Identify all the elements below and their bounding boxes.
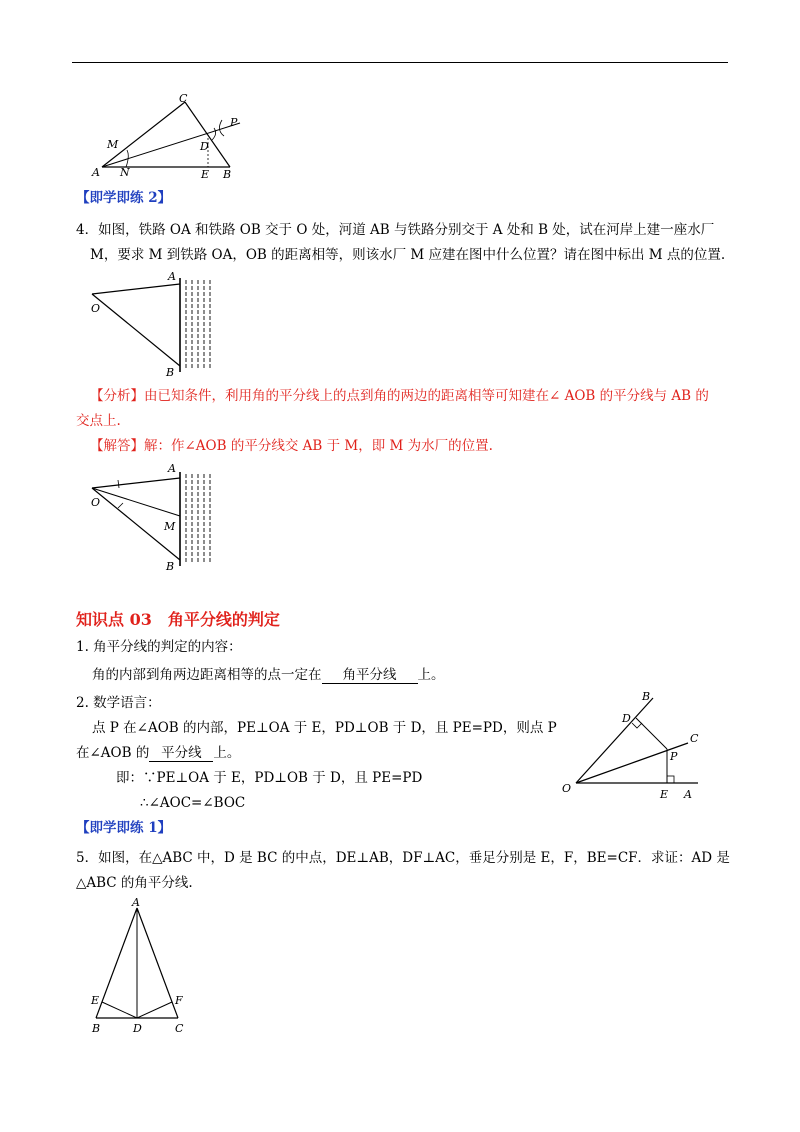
fig2-label-B: B bbox=[166, 366, 175, 379]
question-4-line-1: 4．如图，铁路 OA 和铁路 OB 交于 O 处，河道 AB 与铁路分别交于 A 处和 B 处，试在河岸上建一座水厂 bbox=[76, 222, 715, 238]
item-2-line-3: 即：∵PE⊥OA 于 E，PD⊥OB 于 D，且 PE=PD bbox=[116, 770, 423, 786]
fig4-label-A: A bbox=[684, 788, 692, 801]
fig5-label-C: C bbox=[175, 1022, 184, 1035]
fig4-label-P: P bbox=[670, 750, 678, 763]
item-1-title: 1. 角平分线的判定的内容： bbox=[76, 639, 242, 655]
figure-3-river-with-bisector bbox=[88, 460, 228, 572]
item-1-blank: 角平分线 bbox=[322, 667, 418, 684]
fig4-label-B: B bbox=[642, 690, 651, 703]
fig1-label-P: P bbox=[230, 116, 238, 129]
fig4-label-E: E bbox=[660, 788, 669, 801]
question-4-line-2: M，要求 M 到铁路 OA，OB 的距离相等，则该水厂 M 应建在图中什么位置？请在图中标出 M 点的位置. bbox=[90, 247, 726, 263]
item-2-line-4: ∴∠AOC=∠BOC bbox=[140, 795, 246, 811]
fig5-label-D: D bbox=[133, 1022, 142, 1035]
item-2-line-2-pre: 在∠AOB 的 bbox=[76, 745, 150, 761]
fig3-label-O: O bbox=[91, 496, 101, 509]
fig2-label-O: O bbox=[91, 302, 101, 315]
header-rule bbox=[72, 62, 728, 63]
fig5-label-E: E bbox=[91, 994, 100, 1007]
practice-1-label: 【即学即练 1】 bbox=[76, 820, 172, 836]
fig3-label-A: A bbox=[168, 462, 176, 475]
fig5-label-A: A bbox=[132, 896, 140, 909]
answer-line: 【解答】解：作∠AOB 的平分线交 AB 于 M，即 M 为水厂的位置. bbox=[90, 438, 493, 454]
item-2-blank: 平分线 bbox=[149, 745, 213, 762]
fig1-label-E: E bbox=[201, 168, 210, 181]
fig1-label-M: M bbox=[107, 138, 119, 151]
fig1-label-D: D bbox=[200, 140, 209, 153]
item-2-line-1: 点 P 在∠AOB 的内部，PE⊥OA 于 E，PD⊥OB 于 D，且 PE=PD，则点 P bbox=[92, 720, 557, 736]
analysis-line-1: 【分析】由已知条件，利用角的平分线上的点到角的两边的距离相等可知建在∠ AOB 的平分线与 AB 的 bbox=[90, 388, 709, 404]
fig5-label-B: B bbox=[92, 1022, 101, 1035]
figure-4-angle-bisector bbox=[560, 688, 720, 804]
fig5-label-F: F bbox=[175, 994, 183, 1007]
item-2-title: 2. 数学语言： bbox=[76, 695, 161, 711]
figure-5-isosceles-triangle bbox=[86, 894, 196, 1036]
fig1-label-C: C bbox=[179, 92, 188, 105]
fig1-label-B: B bbox=[223, 168, 232, 181]
figure-2-river bbox=[88, 268, 228, 378]
fig3-label-B: B bbox=[166, 560, 175, 573]
analysis-line-2: 交点上. bbox=[76, 413, 121, 429]
fig1-label-A: A bbox=[92, 166, 100, 179]
practice-2-label: 【即学即练 2】 bbox=[76, 190, 172, 206]
item-2-line-2 bbox=[76, 743, 240, 763]
question-5-line-1: 5．如图，在△ABC 中，D 是 BC 的中点，DE⊥AB，DF⊥AC，垂足分别是 E，F，BE=CF．求证：AD 是 bbox=[76, 850, 730, 866]
question-5-line-2: △ABC 的角平分线. bbox=[76, 875, 193, 891]
fig3-label-M: M bbox=[164, 520, 176, 533]
figure-1-triangle bbox=[90, 90, 250, 185]
fig4-label-D: D bbox=[622, 712, 631, 725]
item-1-pre: 角的内部到角两边距离相等的点一定在 bbox=[92, 667, 322, 683]
section-heading: 知识点 03 角平分线的判定 bbox=[76, 610, 280, 629]
fig4-label-C: C bbox=[690, 732, 699, 745]
fig2-label-A: A bbox=[168, 270, 176, 283]
item-1-statement bbox=[92, 665, 445, 685]
fig1-label-N: N bbox=[120, 166, 130, 179]
item-2-line-2-post: 上。 bbox=[213, 745, 241, 761]
item-1-post: 上。 bbox=[417, 667, 445, 683]
fig4-label-O: O bbox=[562, 782, 572, 795]
